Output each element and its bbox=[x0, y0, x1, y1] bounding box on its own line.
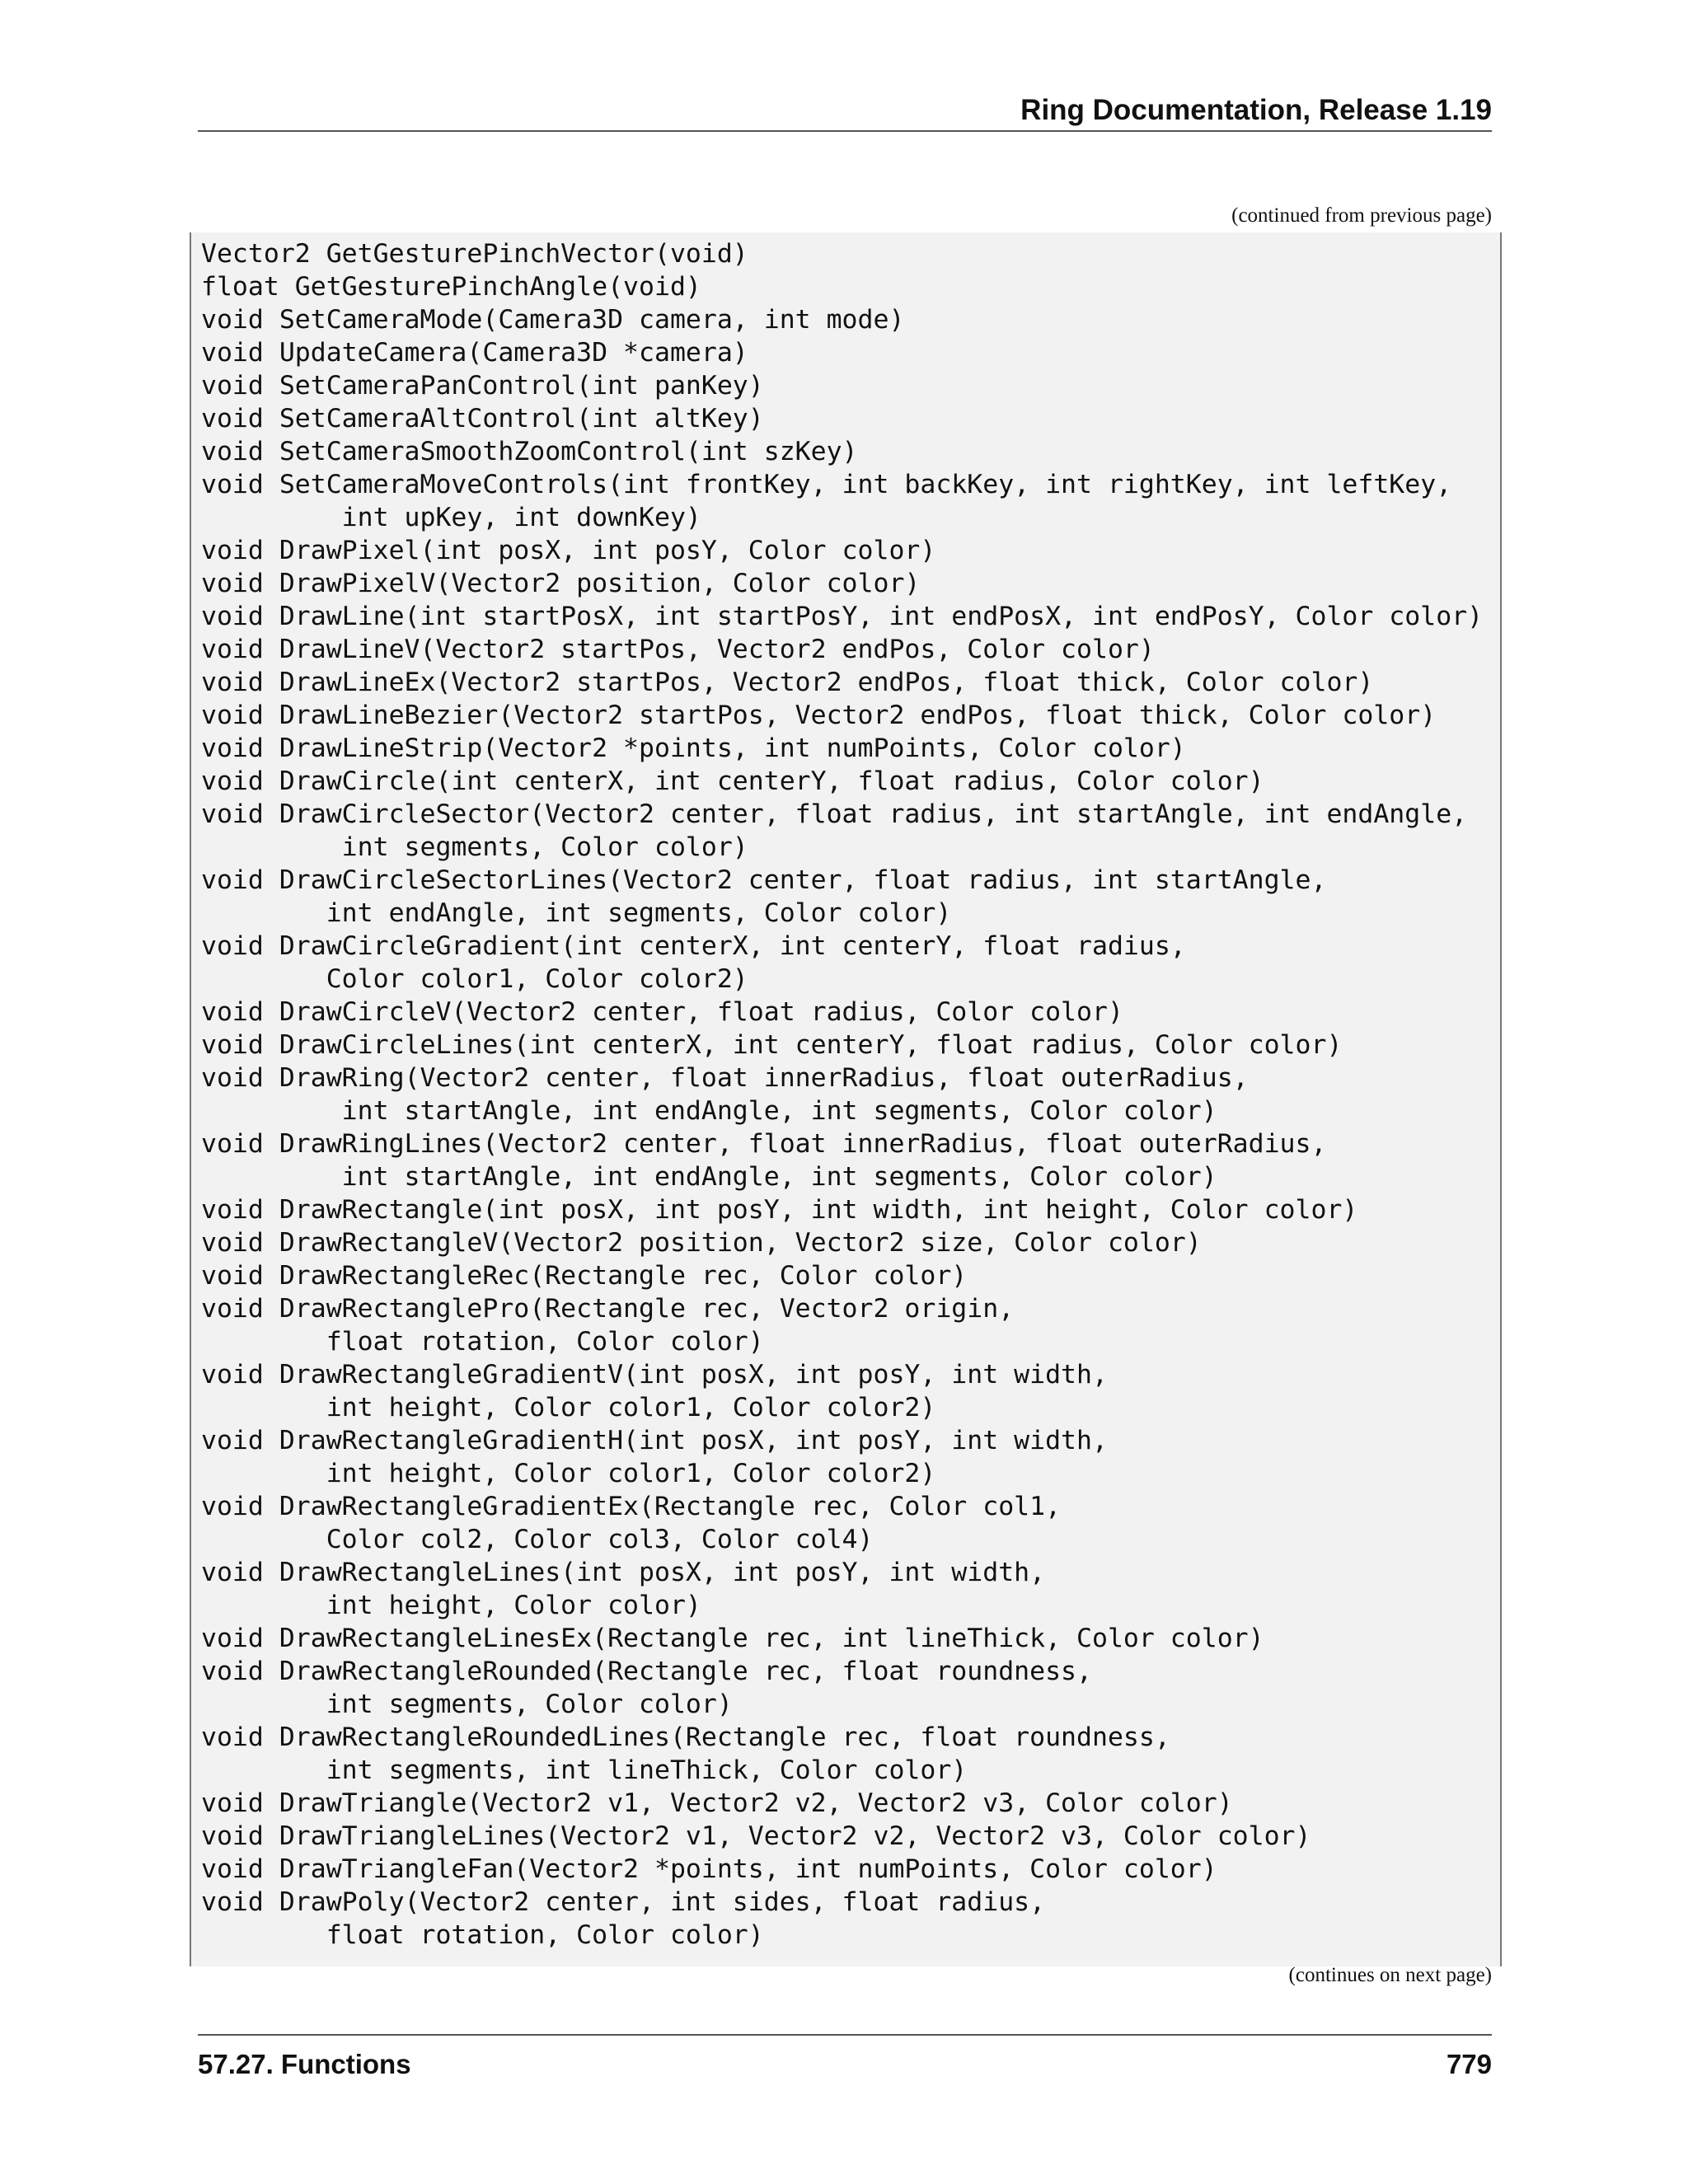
code-line: void DrawRectanglePro(Rectangle rec, Vector2 origin, bbox=[201, 1294, 1015, 1324]
code-line: void DrawCircleSector(Vector2 center, float radius, int startAngle, int endAngle, bbox=[201, 799, 1468, 829]
code-line: void DrawLineStrip(Vector2 *points, int numPoints, Color color) bbox=[201, 733, 1186, 763]
code-line: void DrawRectangleGradientV(int posX, int posY, int width, bbox=[201, 1360, 1108, 1390]
code-line: void DrawRectangleV(Vector2 position, Vector2 size, Color color) bbox=[201, 1228, 1202, 1258]
code-line: void UpdateCamera(Camera3D *camera) bbox=[201, 338, 748, 368]
code-line: void DrawTriangleLines(Vector2 v1, Vector2 v2, Vector2 v3, Color color) bbox=[201, 1821, 1311, 1851]
code-line: void DrawLineBezier(Vector2 startPos, Vector2 endPos, float thick, Color color) bbox=[201, 701, 1437, 730]
code-line: int height, Color color) bbox=[201, 1591, 701, 1620]
code-line: void DrawCircleGradient(int centerX, int centerY, float radius, bbox=[201, 931, 1186, 961]
code-line: void DrawLineV(Vector2 startPos, Vector2 endPos, Color color) bbox=[201, 635, 1155, 664]
code-line: int height, Color color1, Color color2) bbox=[201, 1459, 936, 1488]
code-line: int segments, int lineThick, Color color) bbox=[201, 1755, 968, 1785]
code-line: int segments, Color color) bbox=[201, 1690, 733, 1719]
code-line: int height, Color color1, Color color2) bbox=[201, 1393, 936, 1422]
code-line: void DrawRectangleRec(Rectangle rec, Color color) bbox=[201, 1261, 968, 1291]
code-line: void DrawPoly(Vector2 center, int sides, float radius, bbox=[201, 1887, 1046, 1917]
code-line: void DrawRectangleGradientEx(Rectangle rec, Color col1, bbox=[201, 1492, 1062, 1521]
code-line: int segments, Color color) bbox=[201, 832, 748, 862]
code-line: void DrawCircle(int centerX, int centerY, float radius, Color color) bbox=[201, 766, 1264, 796]
code-line: void SetCameraMode(Camera3D camera, int mode) bbox=[201, 305, 905, 335]
code-line: int startAngle, int endAngle, int segments, Color color) bbox=[201, 1096, 1217, 1126]
code-line: int endAngle, int segments, Color color) bbox=[201, 898, 952, 928]
code-line: void DrawLine(int startPosX, int startPosY, int endPosX, int endPosY, Color color) bbox=[201, 602, 1484, 631]
code-line: float rotation, Color color) bbox=[201, 1920, 764, 1950]
code-line: void DrawCircleLines(int centerX, int centerY, float radius, Color color) bbox=[201, 1030, 1343, 1060]
code-line: void SetCameraSmoothZoomControl(int szKey) bbox=[201, 437, 858, 466]
document-title: Ring Documentation, Release 1.19 bbox=[1020, 94, 1492, 126]
code-line: void DrawLineEx(Vector2 startPos, Vector2 endPos, float thick, Color color) bbox=[201, 668, 1374, 697]
code-line: void SetCameraMoveControls(int frontKey, int backKey, int rightKey, int leftKey, bbox=[201, 470, 1452, 499]
code-line: Color col2, Color col3, Color col4) bbox=[201, 1525, 874, 1554]
code-line: float rotation, Color color) bbox=[201, 1327, 764, 1357]
page-header bbox=[198, 89, 1492, 132]
code-line: void DrawRectangleGradientH(int posX, int posY, int width, bbox=[201, 1426, 1108, 1455]
code-line: void DrawRectangleRounded(Rectangle rec, float roundness, bbox=[201, 1657, 1092, 1686]
code-line: void DrawRing(Vector2 center, float innerRadius, float outerRadius, bbox=[201, 1063, 1249, 1093]
page-number: 779 bbox=[1446, 2049, 1492, 2079]
page-footer bbox=[198, 2034, 1492, 2079]
code-line: void DrawRectangle(int posX, int posY, int width, int height, Color color) bbox=[201, 1195, 1358, 1225]
code-line: void DrawRectangleLinesEx(Rectangle rec, int lineThick, Color color) bbox=[201, 1624, 1264, 1653]
code-line: float GetGesturePinchAngle(void) bbox=[201, 272, 701, 302]
code-line: void DrawPixelV(Vector2 position, Color color) bbox=[201, 569, 921, 598]
continued-from-caption: (continued from previous page) bbox=[1231, 204, 1492, 227]
code-line: Vector2 GetGesturePinchVector(void) bbox=[201, 239, 748, 269]
code-line: void DrawCircleV(Vector2 center, float radius, Color color) bbox=[201, 997, 1123, 1027]
code-line: void DrawRectangleRoundedLines(Rectangle rec, float roundness, bbox=[201, 1722, 1170, 1752]
code-line: int startAngle, int endAngle, int segments, Color color) bbox=[201, 1162, 1217, 1192]
code-line: void SetCameraPanControl(int panKey) bbox=[201, 371, 764, 401]
code-line: int upKey, int downKey) bbox=[201, 503, 701, 532]
code-line: void DrawTriangle(Vector2 v1, Vector2 v2, Vector2 v3, Color color) bbox=[201, 1788, 1233, 1818]
code-line: void DrawRectangleLines(int posX, int posY, int width, bbox=[201, 1558, 1046, 1587]
code-line: void DrawRingLines(Vector2 center, float innerRadius, float outerRadius, bbox=[201, 1129, 1327, 1159]
code-line: void DrawCircleSectorLines(Vector2 center, float radius, int startAngle, bbox=[201, 865, 1327, 895]
code-line: void SetCameraAltControl(int altKey) bbox=[201, 404, 764, 434]
code-listing bbox=[201, 237, 1483, 1952]
code-line: void DrawTriangleFan(Vector2 *points, int numPoints, Color color) bbox=[201, 1854, 1217, 1884]
code-line: Color color1, Color color2) bbox=[201, 964, 748, 994]
code-line: void DrawPixel(int posX, int posY, Color color) bbox=[201, 536, 936, 565]
code-block bbox=[190, 232, 1502, 1966]
continues-on-caption: (continues on next page) bbox=[1288, 1964, 1492, 1986]
section-title: 57.27. Functions bbox=[198, 2049, 411, 2079]
